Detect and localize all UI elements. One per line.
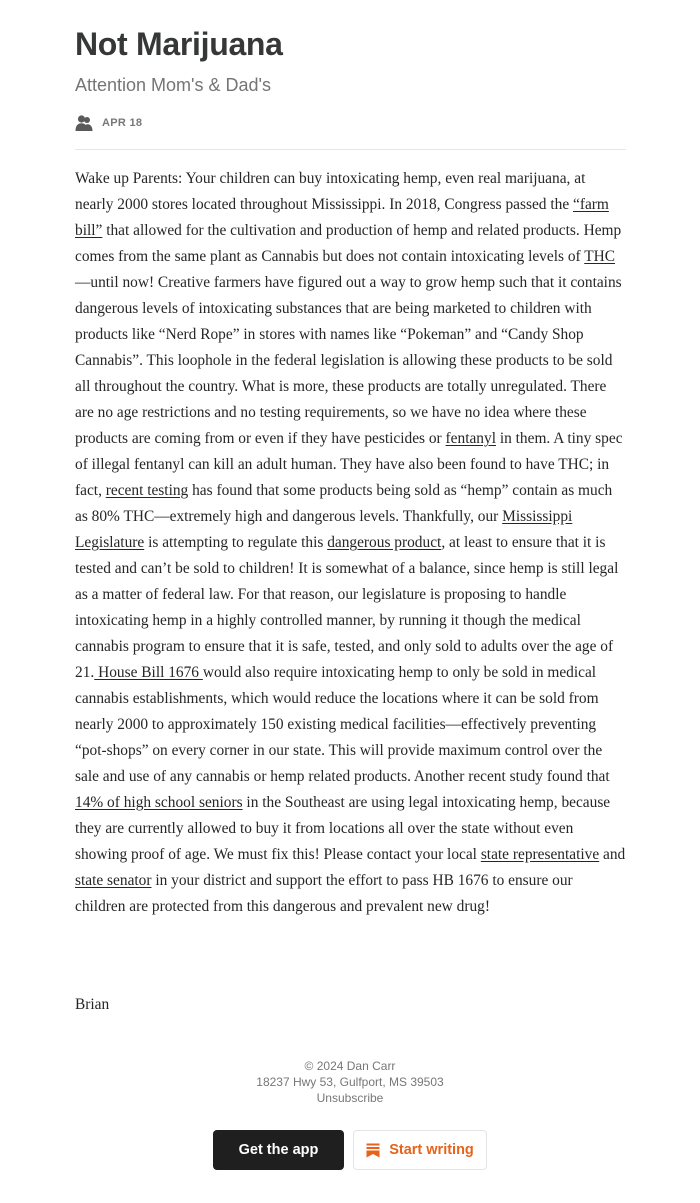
body-text: that allowed for the cultivation and production of hemp and related products. Hemp comes from the same plant as Cannabis but does not contain intoxicating levels of — [75, 222, 622, 265]
post-title: Not Marijuana — [75, 26, 283, 62]
body-text: , at least to ensure that it is tested and can’t be sold to children! It is somewhat of a balance, since hemp is still legal as a matter of federal law. For that reason, our legislature is proposing to handle intoxicating hemp in a highly controlled manner, by running it though the medical cannabis program to ensure that it is safe, tested, and only sold to adults over the age of 21. — [75, 534, 619, 681]
copyright: © 2024 Dan Carr — [304, 1059, 396, 1073]
house-bill-link[interactable]: House Bill 1676 — [94, 664, 203, 681]
thc-link[interactable]: THC — [584, 248, 616, 265]
body-text: and — [599, 846, 626, 863]
body-text: would also require intoxicating hemp to only be sold in medical cannabis establishments, which would reduce the locations where it can be sold from nearly 2000 to approximately 150 existing medical facilities—effectively preventing “pot-shops” on every corner in our state. This will provide maximum control over the sale and use of any cannabis or hemp related products. Another recent study found that — [75, 664, 610, 785]
action-buttons — [0, 1130, 700, 1170]
author-avatar-icon[interactable] — [75, 114, 93, 132]
address: 18237 Hwy 53, Gulfport, MS 39503 — [256, 1075, 444, 1089]
fentanyl-link[interactable]: fentanyl — [445, 430, 496, 447]
state-senator-link[interactable]: state senator — [75, 872, 152, 889]
body-text: in the Southeast are using legal intoxicating hemp, because they are currently allowed to buy it from locations all over the state without even showing proof of age. We must fix this! Please contact your local — [75, 794, 611, 863]
post-date: APR 18 — [102, 117, 143, 129]
dangerous-product-link[interactable]: dangerous product — [327, 534, 442, 551]
farm-bill-link[interactable]: “farm bill” — [75, 196, 609, 239]
post-body — [75, 166, 626, 920]
get-app-label: Get the app — [238, 1142, 319, 1158]
footer — [0, 1058, 700, 1106]
body-text: in them. A tiny spec of illegal fentanyl can kill an adult human. They have also been found to have THC; in fact, — [75, 430, 623, 499]
substack-bookmark-icon — [366, 1143, 380, 1158]
body-text: has found that some products being sold as “hemp” contain as much as 80% THC—extremely high and dangerous levels. Thankfully, our — [75, 482, 613, 525]
mississippi-legislature-link[interactable]: Mississippi Legislature — [75, 508, 573, 551]
body-text: in your district and support the effort to pass HB 1676 to ensure our children are protected from this dangerous and prevalent new drug! — [75, 872, 573, 915]
high-school-seniors-link[interactable]: 14% of high school seniors — [75, 794, 243, 811]
post-meta — [75, 114, 142, 132]
post-subtitle: Attention Mom's & Dad's — [75, 75, 271, 95]
start-writing-button[interactable] — [353, 1130, 487, 1170]
start-writing-label: Start writing — [389, 1142, 474, 1158]
unsubscribe-link[interactable]: Unsubscribe — [316, 1091, 384, 1105]
get-app-button[interactable] — [213, 1130, 344, 1170]
body-text: Wake up Parents: Your children can buy intoxicating hemp, even real marijuana, at nearly 2000 stores located throughout Mississippi. In 2018, Congress passed the — [75, 170, 586, 213]
header-divider — [75, 149, 626, 150]
body-text: —until now! Creative farmers have figured out a way to grow hemp such that it contains dangerous levels of intoxicating substances that are being marketed to children with products like “Nerd Rope” in stores with names like “Pokeman” and “Candy Shop Cannabis”. This loophole in the federal legislation is allowing these products to be sold all throughout the country. What is more, these products are totally unregulated. There are no age restrictions and no testing requirements, so we have no idea where these products are coming from or even if they have pesticides or — [75, 274, 622, 447]
state-representative-link[interactable]: state representative — [480, 846, 600, 863]
recent-testing-link[interactable]: recent testing — [105, 482, 189, 499]
body-text: is attempting to regulate this — [144, 534, 328, 551]
signature: Brian — [75, 996, 110, 1013]
